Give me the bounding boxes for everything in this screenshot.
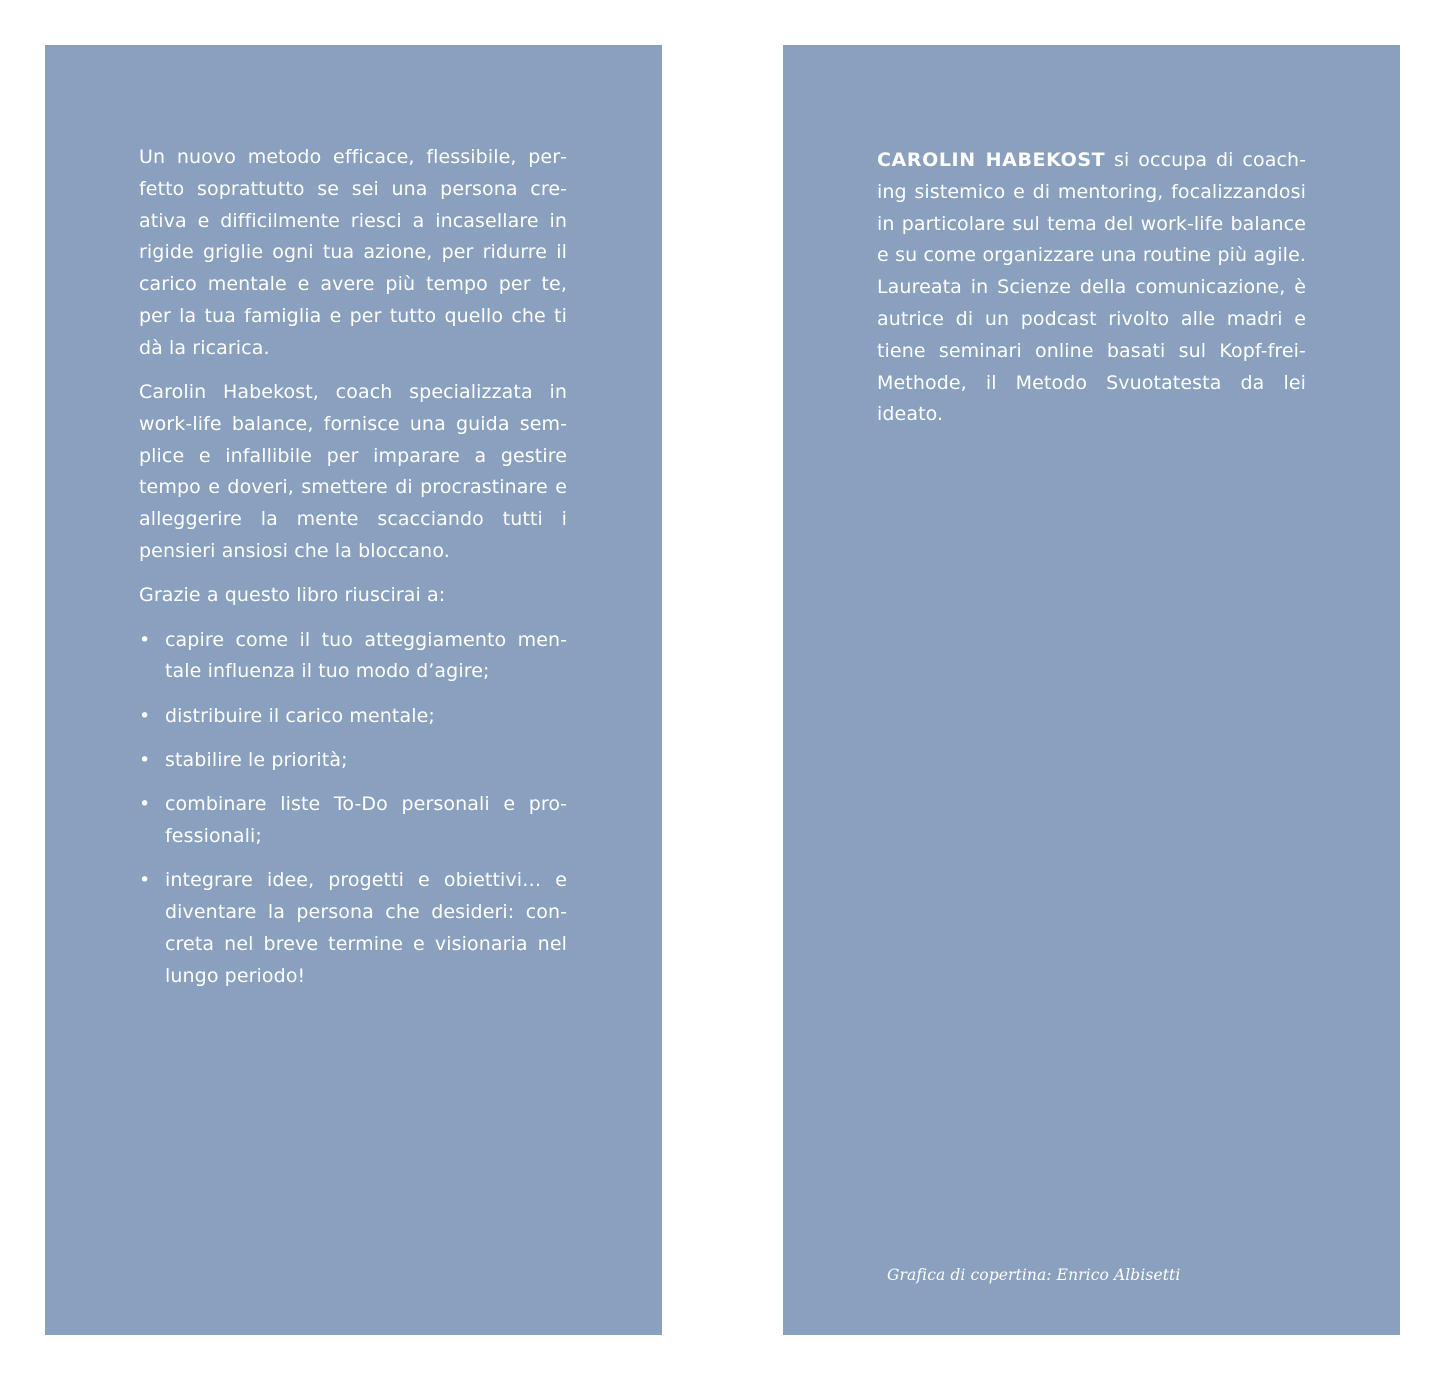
author-summary-paragraph: Carolin Habekost, coach specializzata in work-life balance, fornisce una guida semplice e infallibile per imparare a gestire tempo e doveri, smettere di procrastinare e alleggerire la mente scacciando tutti i pensieri ansiosi che la bloccano. [139, 381, 567, 563]
list-intro-paragraph: Grazie a questo libro riuscirai a: [139, 584, 446, 607]
bullet-icon: • [139, 704, 151, 727]
left-flap-panel [45, 45, 662, 1335]
author-bio-paragraph [877, 145, 1306, 431]
author-bio-text: si occupa di coaching sistemico e di mentoring, focalizzandosi in particolare sul tema del work-life balance e su come organizzare una routine più agile. Laureata in Scienze della comunicazione, è autrice di un podcast rivolto alle madri e tiene seminari online basati sul Kopf-frei-Methode, il Metodo Svuotatesta da lei ideato. [877, 149, 1306, 426]
left-flap-text [139, 142, 567, 1005]
benefits-list [139, 625, 567, 993]
list-item [139, 701, 567, 733]
right-flap-panel [783, 45, 1400, 1335]
bullet-icon: • [139, 628, 151, 651]
list-item [139, 625, 567, 689]
bullet-icon: • [139, 793, 151, 816]
cover-credit: Grafica di copertina: Enrico Albisetti [887, 1266, 1181, 1284]
bullet-icon: • [139, 749, 151, 772]
intro-paragraph: Un nuovo metodo efficace, flessibile, perfetto soprattutto se sei una persona creativa e difficilmente riesci a incasellare in rigide griglie ogni tua azione, per ridurre il carico mentale e avere più tempo per te, per la tua famiglia e per tutto quello che ti dà la ricarica. [139, 146, 567, 359]
bullet-icon: • [139, 869, 151, 892]
author-name: CAROLIN HABEKOST [877, 149, 1106, 171]
list-item [139, 745, 567, 777]
list-item-text: distribuire il carico mentale; [165, 704, 435, 727]
list-item-text: stabilire le priorità; [165, 749, 348, 772]
list-item-text: capire come il tuo atteggiamento mentale influenza il tuo modo d’agire; [165, 628, 567, 683]
author-bio [877, 145, 1306, 444]
list-item [139, 865, 567, 992]
list-item-text: integrare idee, progetti e obiettivi… e diventare la persona che desideri: concreta nel breve termine e visionaria nel lungo periodo! [165, 869, 567, 987]
list-item-text: combinare liste To-Do personali e professionali; [165, 793, 567, 848]
list-item [139, 789, 567, 853]
